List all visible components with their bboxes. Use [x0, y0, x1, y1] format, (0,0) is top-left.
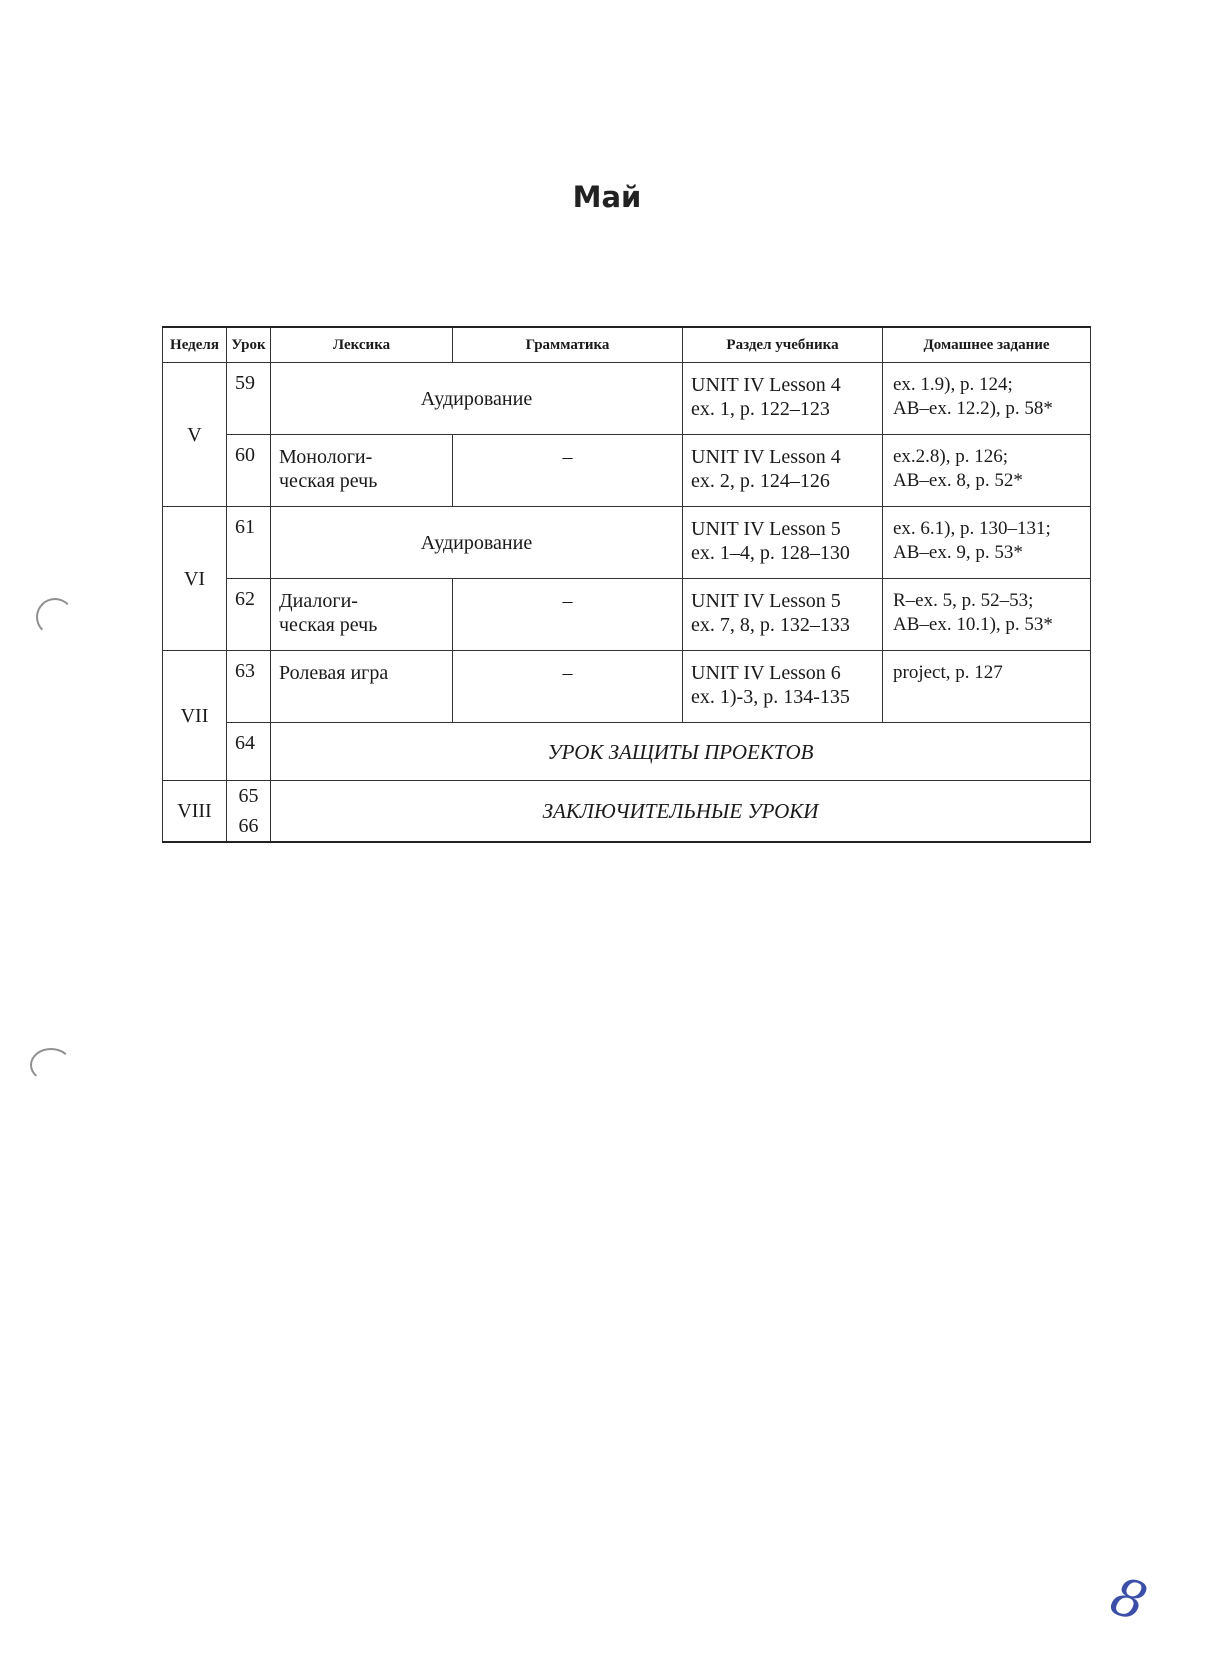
lesson-number: 65 — [238, 785, 259, 807]
lesson-number: 60 — [227, 435, 271, 507]
lexis-cell — [271, 435, 453, 507]
lexis-line: Диалоги- — [279, 590, 358, 612]
final-lessons-merged: ЗАКЛЮЧИТЕЛЬНЫЕ УРОКИ — [271, 781, 1091, 843]
lexis-cell — [271, 579, 453, 651]
textbook-cell — [683, 363, 883, 435]
header-lesson: Урок — [227, 327, 271, 363]
lexis-grammar-merged: Аудирование — [271, 507, 683, 579]
week-cell: VII — [163, 651, 227, 781]
homework-cell — [883, 435, 1091, 507]
homework-line: AB–ex. 9, p. 53* — [893, 542, 1023, 563]
textbook-exercise: ex. 1–4, p. 128–130 — [691, 542, 850, 564]
textbook-unit: UNIT IV Lesson 6 — [691, 662, 841, 684]
lexis-line: ческая речь — [279, 614, 378, 636]
textbook-exercise: ex. 1, p. 122–123 — [691, 398, 830, 420]
textbook-exercise: ex. 7, 8, p. 132–133 — [691, 614, 850, 636]
table-row — [163, 363, 1091, 435]
homework-cell — [883, 579, 1091, 651]
grammar-cell: – — [453, 651, 683, 723]
header-textbook-section: Раздел учебника — [683, 327, 883, 363]
table-row — [163, 579, 1091, 651]
project-defense-merged: УРОК ЗАЩИТЫ ПРОЕКТОВ — [271, 723, 1091, 781]
homework-line: AB–ex. 8, p. 52* — [893, 470, 1023, 491]
homework-line: R–ex. 5, p. 52–53; — [893, 590, 1034, 611]
table-row — [163, 723, 1091, 781]
header-lexis: Лексика — [271, 327, 453, 363]
lexis-line: ческая речь — [279, 470, 378, 492]
homework-line: ex. 6.1), p. 130–131; — [893, 518, 1051, 539]
lesson-number: 62 — [227, 579, 271, 651]
table-row — [163, 651, 1091, 723]
punch-hole-mark — [30, 1048, 72, 1082]
homework-line: AB–ex. 12.2), p. 58* — [893, 398, 1053, 419]
homework-cell — [883, 363, 1091, 435]
lesson-number: 64 — [227, 723, 271, 781]
textbook-unit: UNIT IV Lesson 4 — [691, 374, 841, 396]
lesson-number: 61 — [227, 507, 271, 579]
textbook-exercise: ex. 2, p. 124–126 — [691, 470, 830, 492]
table-row — [163, 507, 1091, 579]
lexis-line: Монологи- — [279, 446, 373, 468]
page-title: Май — [572, 180, 642, 214]
lesson-plan-table — [162, 326, 1091, 843]
homework-line: project, p. 127 — [893, 662, 1003, 683]
week-cell: V — [163, 363, 227, 507]
lexis-line: Ролевая игра — [279, 662, 389, 684]
homework-line: AB–ex. 10.1), p. 53* — [893, 614, 1053, 635]
textbook-cell — [683, 507, 883, 579]
textbook-cell — [683, 435, 883, 507]
handwritten-page-number: 8 — [1103, 1566, 1154, 1634]
table-header-row — [163, 327, 1091, 363]
textbook-unit: UNIT IV Lesson 5 — [691, 590, 841, 612]
homework-cell — [883, 651, 1091, 723]
punch-hole-mark — [36, 598, 74, 636]
week-cell: VI — [163, 507, 227, 651]
week-cell: VIII — [163, 781, 227, 843]
table-row — [163, 435, 1091, 507]
homework-line: ex. 1.9), p. 124; — [893, 374, 1013, 395]
lesson-number: 59 — [227, 363, 271, 435]
lexis-cell — [271, 651, 453, 723]
homework-cell — [883, 507, 1091, 579]
textbook-exercise: ex. 1)-3, p. 134-135 — [691, 686, 850, 708]
lesson-number-pair — [227, 781, 271, 843]
header-homework: Домашнее задание — [883, 327, 1091, 363]
lesson-number: 66 — [238, 815, 259, 837]
header-grammar: Грамматика — [453, 327, 683, 363]
grammar-cell: – — [453, 435, 683, 507]
textbook-cell — [683, 651, 883, 723]
table-row — [163, 781, 1091, 843]
lexis-grammar-merged: Аудирование — [271, 363, 683, 435]
homework-line: ex.2.8), p. 126; — [893, 446, 1009, 467]
lesson-number: 63 — [227, 651, 271, 723]
textbook-cell — [683, 579, 883, 651]
textbook-unit: UNIT IV Lesson 4 — [691, 446, 841, 468]
textbook-unit: UNIT IV Lesson 5 — [691, 518, 841, 540]
header-week: Неделя — [163, 327, 227, 363]
grammar-cell: – — [453, 579, 683, 651]
